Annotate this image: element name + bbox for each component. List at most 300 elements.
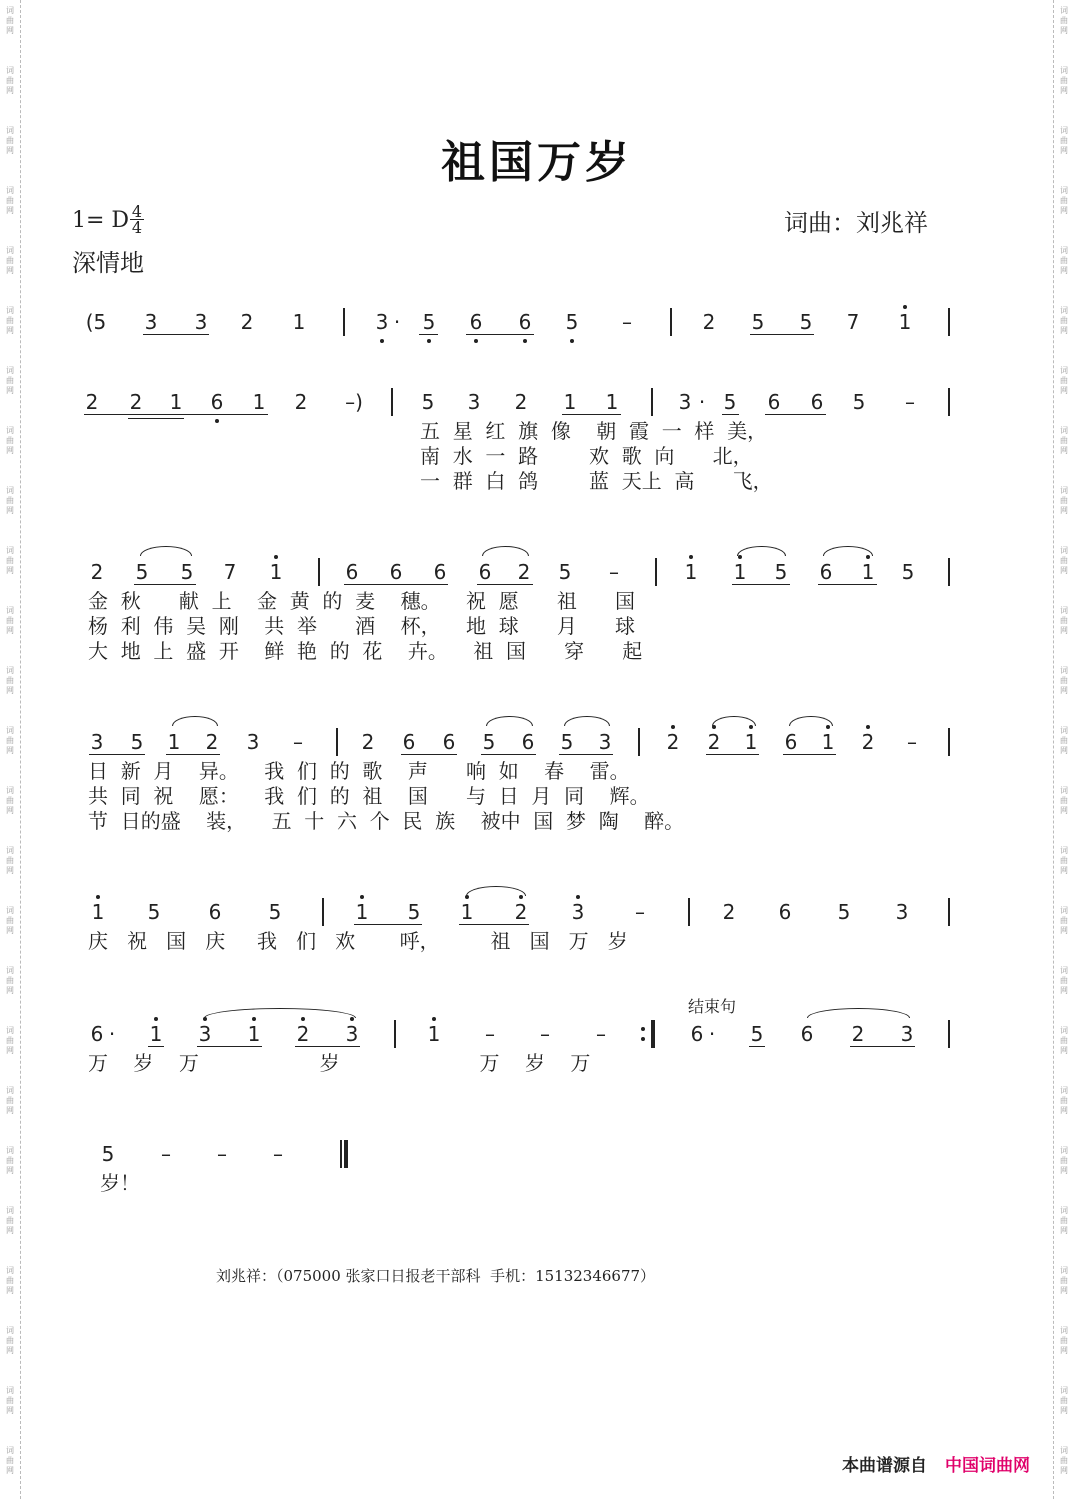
- watermark-char: 网: [1060, 86, 1068, 95]
- watermark-char: 曲: [6, 556, 14, 565]
- note-4-13: 6: [778, 900, 792, 924]
- watermark-char: 网: [6, 206, 14, 215]
- watermark-char: 词: [6, 1086, 14, 1095]
- watermark-char: 网: [6, 1346, 14, 1355]
- underline-beam: [706, 754, 759, 755]
- watermark-char: 曲: [1060, 1156, 1068, 1165]
- repeat-dot: [641, 1037, 645, 1041]
- note-5-10: –: [540, 1022, 550, 1046]
- watermark-char: 网: [1060, 1166, 1068, 1175]
- watermark-char: 曲: [6, 1036, 14, 1045]
- barline: [948, 388, 950, 416]
- watermark-char: 网: [1060, 1466, 1068, 1475]
- note-5-15: 5: [750, 1022, 764, 1046]
- watermark-char: 曲: [6, 1156, 14, 1165]
- watermark-char: 网: [1060, 1346, 1068, 1355]
- watermark-char: 网: [6, 566, 14, 575]
- low-octave-dot: [523, 339, 527, 343]
- barline: [688, 898, 690, 926]
- watermark-char: 曲: [1060, 496, 1068, 505]
- watermark-char: 网: [1060, 206, 1068, 215]
- time-bottom: 4: [131, 218, 143, 237]
- watermark-char: 词: [6, 1326, 14, 1335]
- low-octave-dot: [474, 339, 478, 343]
- watermark-char: 曲: [1060, 1036, 1068, 1045]
- watermark-char: 曲: [6, 196, 14, 205]
- song-title: 祖国万岁: [441, 137, 633, 188]
- watermark-char: 网: [1060, 1106, 1068, 1115]
- watermark-char: 网: [1060, 146, 1068, 155]
- note-0-6: 3: [375, 310, 389, 334]
- note-3-2: 1: [167, 730, 181, 754]
- author-credit: 词曲：刘兆祥: [784, 209, 928, 237]
- watermark-char: 词: [1060, 606, 1068, 615]
- watermark-char: 网: [6, 386, 14, 395]
- note-0-17: 7: [846, 310, 860, 334]
- watermark-char: 曲: [1060, 76, 1068, 85]
- watermark-char: 词: [6, 1446, 14, 1455]
- slur-arc: [140, 546, 192, 556]
- high-octave-dot: [432, 1017, 436, 1021]
- note-2-15: 1: [733, 560, 747, 584]
- note-3-10: 5: [482, 730, 496, 754]
- watermark-char: 词: [6, 126, 14, 135]
- note-4-1: 5: [147, 900, 161, 924]
- note-0-1: 3: [144, 310, 158, 334]
- watermark-char: 网: [6, 686, 14, 695]
- lyric-line: 南 水 一 路 欢 歌 向 北，: [420, 444, 753, 468]
- watermark-char: 曲: [6, 1396, 14, 1405]
- barline: [394, 1020, 396, 1048]
- note-3-12: 5: [560, 730, 574, 754]
- note-3-7: 2: [361, 730, 375, 754]
- watermark-char: 词: [6, 366, 14, 375]
- note-4-10: –: [635, 900, 645, 924]
- watermark-char: 词: [6, 66, 14, 75]
- note-0-2: 3: [194, 310, 208, 334]
- note-4-3: 5: [268, 900, 282, 924]
- watermark-char: 网: [1060, 1226, 1068, 1235]
- watermark-char: 词: [1060, 246, 1068, 255]
- underline-beam: [295, 1046, 360, 1047]
- watermark-char: 曲: [1060, 316, 1068, 325]
- note-1-16: 5: [723, 390, 737, 414]
- watermark-char: 网: [1060, 746, 1068, 755]
- underline-beam: [148, 1046, 164, 1047]
- watermark-char: 曲: [1060, 1456, 1068, 1465]
- slur-arc: [807, 1008, 910, 1018]
- watermark-char: 词: [1060, 306, 1068, 315]
- note-3-20: 2: [861, 730, 875, 754]
- note-3-11: 6: [521, 730, 535, 754]
- note-5-14: ·: [708, 1022, 716, 1046]
- note-6-1: –: [161, 1142, 171, 1166]
- note-5-13: 6: [690, 1022, 704, 1046]
- watermark-char: 词: [1060, 1326, 1068, 1335]
- watermark-char: 曲: [6, 676, 14, 685]
- note-6-0: 5: [101, 1142, 115, 1166]
- right-watermark-strip: [1053, 0, 1074, 1499]
- note-2-9: 6: [478, 560, 492, 584]
- underline-beam: [722, 414, 739, 415]
- barline: [336, 728, 338, 756]
- note-1-14: 3: [678, 390, 692, 414]
- double-underline-beam: [128, 418, 184, 419]
- tempo-marking: 深情地: [72, 249, 144, 277]
- watermark-char: 曲: [1060, 16, 1068, 25]
- barline: [948, 558, 950, 586]
- watermark-char: 词: [6, 1206, 14, 1215]
- source-credit: [842, 1451, 1030, 1476]
- watermark-char: 词: [6, 666, 14, 675]
- note-1-15: ·: [698, 390, 706, 414]
- note-2-6: 6: [345, 560, 359, 584]
- watermark-char: 词: [6, 6, 14, 15]
- watermark-char: 词: [6, 246, 14, 255]
- underline-beam: [559, 754, 613, 755]
- watermark-char: 词: [6, 606, 14, 615]
- watermark-char: 曲: [1060, 796, 1068, 805]
- lyric-line: 金 秋 献 上 金 黄 的 麦 穗。 祝 愿 祖 国: [88, 589, 636, 613]
- note-2-7: 6: [389, 560, 403, 584]
- underline-beam: [466, 334, 534, 335]
- note-4-15: 3: [895, 900, 909, 924]
- note-3-9: 6: [442, 730, 456, 754]
- watermark-char: 词: [1060, 486, 1068, 495]
- watermark-char: 曲: [6, 16, 14, 25]
- underline-beam: [459, 924, 529, 925]
- underline-beam: [850, 1046, 915, 1047]
- barline: [322, 898, 324, 926]
- contact-info: 刘兆祥：（075000 张家口日报老干部科 手机：15132346677）: [216, 1267, 656, 1285]
- note-0-3: 2: [240, 310, 254, 334]
- watermark-char: 词: [1060, 846, 1068, 855]
- slur-arc: [789, 716, 833, 726]
- watermark-char: 词: [6, 486, 14, 495]
- watermark-char: 曲: [6, 436, 14, 445]
- underline-beam: [749, 1046, 765, 1047]
- high-octave-dot: [576, 895, 580, 899]
- lyric-line: 庆 祝 国 庆 我 们 欢 呼， 祖 国 万 岁: [88, 929, 628, 953]
- note-2-12: –: [609, 560, 619, 584]
- watermark-char: 词: [1060, 666, 1068, 675]
- barline: [948, 1020, 950, 1048]
- watermark-char: 曲: [1060, 616, 1068, 625]
- underline-beam: [166, 754, 220, 755]
- note-2-10: 2: [517, 560, 531, 584]
- note-3-13: 3: [598, 730, 612, 754]
- note-0-9: 6: [469, 310, 483, 334]
- lyric-line: 节 日的盛 装， 五 十 六 个 民 族 被中 国 梦 陶 醉。: [88, 809, 685, 833]
- note-0-11: 5: [565, 310, 579, 334]
- watermark-char: 网: [6, 446, 14, 455]
- note-2-2: 5: [180, 560, 194, 584]
- watermark-char: 网: [1060, 806, 1068, 815]
- lyric-line: 岁！: [100, 1171, 140, 1195]
- watermark-char: 词: [6, 966, 14, 975]
- watermark-char: 词: [6, 186, 14, 195]
- watermark-char: 曲: [1060, 136, 1068, 145]
- watermark-char: 曲: [1060, 256, 1068, 265]
- note-0-4: 1: [292, 310, 306, 334]
- watermark-char: 网: [6, 1226, 14, 1235]
- note-2-18: 1: [861, 560, 875, 584]
- note-0-14: 2: [702, 310, 716, 334]
- note-5-17: 2: [851, 1022, 865, 1046]
- ending-label: 结束句: [688, 997, 737, 1016]
- lyric-line: 一 群 白 鸽 蓝 天上 高 飞，: [420, 469, 773, 493]
- note-3-16: 2: [707, 730, 721, 754]
- high-octave-dot: [903, 305, 907, 309]
- watermark-char: 词: [6, 546, 14, 555]
- note-3-15: 2: [666, 730, 680, 754]
- underline-beam: [750, 334, 814, 335]
- note-4-8: 2: [514, 900, 528, 924]
- note-3-21: –: [907, 730, 917, 754]
- watermark-char: 曲: [1060, 676, 1068, 685]
- repeat-barline: [651, 1020, 655, 1048]
- note-1-18: 6: [810, 390, 824, 414]
- note-3-17: 1: [744, 730, 758, 754]
- note-5-16: 6: [800, 1022, 814, 1046]
- note-1-6: –): [345, 390, 363, 414]
- watermark-char: 曲: [6, 256, 14, 265]
- watermark-char: 曲: [1060, 436, 1068, 445]
- note-4-7: 1: [460, 900, 474, 924]
- high-octave-dot: [360, 895, 364, 899]
- watermark-char: 词: [1060, 1086, 1068, 1095]
- watermark-char: 曲: [1060, 556, 1068, 565]
- note-5-3: 3: [198, 1022, 212, 1046]
- underline-beam: [128, 414, 184, 415]
- high-octave-dot: [689, 555, 693, 559]
- repeat-dot: [641, 1027, 645, 1031]
- barline: [391, 388, 393, 416]
- watermark-char: 网: [1060, 986, 1068, 995]
- note-0-15: 5: [751, 310, 765, 334]
- watermark-char: 网: [6, 26, 14, 35]
- watermark-char: 网: [1060, 1046, 1068, 1055]
- underline-beam: [419, 334, 438, 335]
- low-octave-dot: [215, 419, 219, 423]
- final-thick-barline: [344, 1140, 348, 1168]
- slur-arc: [204, 1008, 356, 1018]
- note-5-11: –: [596, 1022, 606, 1046]
- watermark-char: 词: [1060, 726, 1068, 735]
- watermark-char: 词: [1060, 1146, 1068, 1155]
- watermark-char: 词: [6, 726, 14, 735]
- underline-beam: [481, 754, 536, 755]
- watermark-char: 曲: [1060, 1396, 1068, 1405]
- watermark-char: 曲: [1060, 196, 1068, 205]
- note-5-0: 6: [90, 1022, 104, 1046]
- note-1-2: 1: [169, 390, 183, 414]
- watermark-char: 曲: [6, 736, 14, 745]
- final-thin-barline: [340, 1140, 342, 1168]
- watermark-char: 网: [6, 1466, 14, 1475]
- watermark-char: 词: [1060, 906, 1068, 915]
- note-2-8: 6: [433, 560, 447, 584]
- underline-beam: [783, 754, 836, 755]
- watermark-char: 词: [6, 1266, 14, 1275]
- high-octave-dot: [96, 895, 100, 899]
- watermark-char: 词: [6, 426, 14, 435]
- watermark-char: 词: [6, 846, 14, 855]
- underline-beam: [477, 584, 533, 585]
- lyric-line: 共 同 祝 愿： 我 们 的 祖 国 与 日 月 同 辉。: [88, 784, 650, 808]
- note-3-8: 6: [402, 730, 416, 754]
- note-0-18: 1: [898, 310, 912, 334]
- note-2-3: 7: [223, 560, 237, 584]
- watermark-char: 曲: [6, 376, 14, 385]
- slur-arc: [482, 546, 529, 556]
- watermark-char: 网: [1060, 626, 1068, 635]
- watermark-char: 网: [6, 986, 14, 995]
- credit-prefix: 本曲谱源自: [842, 1456, 927, 1476]
- watermark-char: 网: [1060, 386, 1068, 395]
- note-1-0: 2: [85, 390, 99, 414]
- watermark-char: 曲: [6, 1456, 14, 1465]
- high-octave-dot: [671, 725, 675, 729]
- barline: [948, 728, 950, 756]
- barline: [651, 388, 653, 416]
- underline-beam: [143, 334, 209, 335]
- watermark-char: 网: [6, 1046, 14, 1055]
- note-2-19: 5: [901, 560, 915, 584]
- note-1-3: 6: [210, 390, 224, 414]
- note-1-1: 2: [129, 390, 143, 414]
- watermark-char: 曲: [6, 1276, 14, 1285]
- note-0-7: ·: [393, 310, 401, 334]
- underline-beam: [344, 584, 448, 585]
- watermark-char: 网: [1060, 1286, 1068, 1295]
- slur-arc: [737, 546, 786, 556]
- watermark-char: 网: [1060, 506, 1068, 515]
- note-5-6: 3: [345, 1022, 359, 1046]
- watermark-char: 网: [6, 146, 14, 155]
- time-top: 4: [131, 202, 143, 221]
- note-0-16: 5: [799, 310, 813, 334]
- barline: [318, 558, 320, 586]
- slur-arc: [712, 716, 756, 726]
- note-4-0: 1: [91, 900, 105, 924]
- underline-beam: [197, 1046, 262, 1047]
- watermark-char: 网: [1060, 1406, 1068, 1415]
- watermark-char: 网: [6, 926, 14, 935]
- slur-arc: [172, 716, 218, 726]
- watermark-char: 词: [1060, 426, 1068, 435]
- watermark-char: 词: [1060, 546, 1068, 555]
- watermark-char: 曲: [6, 1336, 14, 1345]
- note-0-0: (5: [85, 310, 107, 334]
- lyric-line: 大 地 上 盛 开 鲜 艳 的 花 卉。 祖 国 穿 起: [88, 639, 643, 663]
- watermark-char: 网: [6, 266, 14, 275]
- lyric-line: 五 星 红 旗 像 朝 霞 一 样 美，: [420, 419, 768, 443]
- site-brand-link[interactable]: 中国词曲网: [945, 1456, 1030, 1476]
- watermark-char: 网: [6, 1106, 14, 1115]
- barline: [948, 898, 950, 926]
- low-octave-dot: [570, 339, 574, 343]
- barline: [343, 308, 345, 336]
- watermark-char: 网: [6, 866, 14, 875]
- watermark-char: 网: [1060, 926, 1068, 935]
- note-0-10: 6: [518, 310, 532, 334]
- watermark-char: 曲: [6, 496, 14, 505]
- watermark-char: 词: [1060, 786, 1068, 795]
- note-3-3: 2: [205, 730, 219, 754]
- watermark-char: 词: [1060, 1206, 1068, 1215]
- slur-arc: [486, 716, 533, 726]
- time-signature: [130, 204, 144, 235]
- low-octave-dot: [427, 339, 431, 343]
- note-3-18: 6: [784, 730, 798, 754]
- watermark-char: 网: [6, 746, 14, 755]
- watermark-char: 网: [6, 86, 14, 95]
- watermark-char: 词: [1060, 186, 1068, 195]
- watermark-char: 词: [1060, 966, 1068, 975]
- note-1-11: 1: [563, 390, 577, 414]
- watermark-char: 词: [6, 1146, 14, 1155]
- note-2-0: 2: [90, 560, 104, 584]
- note-0-12: –: [622, 310, 632, 334]
- lyric-line: 杨 利 伟 吴 刚 共 举 酒 杯， 地 球 月 球: [88, 614, 636, 638]
- underline-beam: [732, 584, 790, 585]
- watermark-char: 网: [6, 326, 14, 335]
- watermark-char: 曲: [1060, 1096, 1068, 1105]
- watermark-char: 网: [1060, 866, 1068, 875]
- watermark-char: 网: [6, 806, 14, 815]
- watermark-char: 网: [6, 1406, 14, 1415]
- watermark-char: 网: [1060, 566, 1068, 575]
- note-3-19: 1: [821, 730, 835, 754]
- underline-beam: [134, 584, 196, 585]
- underline-beam: [89, 754, 145, 755]
- underline-beam: [765, 414, 826, 415]
- note-5-18: 3: [900, 1022, 914, 1046]
- watermark-char: 曲: [6, 76, 14, 85]
- note-4-5: 1: [355, 900, 369, 924]
- underline-beam: [818, 584, 877, 585]
- watermark-char: 网: [6, 1166, 14, 1175]
- key-signature: 1= D: [72, 208, 130, 233]
- note-4-2: 6: [208, 900, 222, 924]
- underline-beam: [354, 924, 422, 925]
- note-5-9: –: [485, 1022, 495, 1046]
- note-4-6: 5: [407, 900, 421, 924]
- note-1-4: 1: [252, 390, 266, 414]
- watermark-char: 曲: [6, 976, 14, 985]
- note-5-1: ·: [108, 1022, 116, 1046]
- watermark-char: 曲: [6, 316, 14, 325]
- watermark-char: 词: [1060, 366, 1068, 375]
- note-1-19: 5: [852, 390, 866, 414]
- note-1-10: 2: [514, 390, 528, 414]
- left-watermark-strip: [0, 0, 21, 1499]
- underline-beam: [562, 414, 621, 415]
- note-4-14: 5: [837, 900, 851, 924]
- watermark-char: 词: [1060, 1266, 1068, 1275]
- slur-arc: [466, 886, 526, 896]
- note-1-20: –: [905, 390, 915, 414]
- watermark-char: 网: [6, 506, 14, 515]
- watermark-char: 曲: [1060, 376, 1068, 385]
- note-3-0: 3: [90, 730, 104, 754]
- low-octave-dot: [380, 339, 384, 343]
- barline: [670, 308, 672, 336]
- watermark-char: 曲: [1060, 976, 1068, 985]
- note-1-12: 1: [605, 390, 619, 414]
- barline: [655, 558, 657, 586]
